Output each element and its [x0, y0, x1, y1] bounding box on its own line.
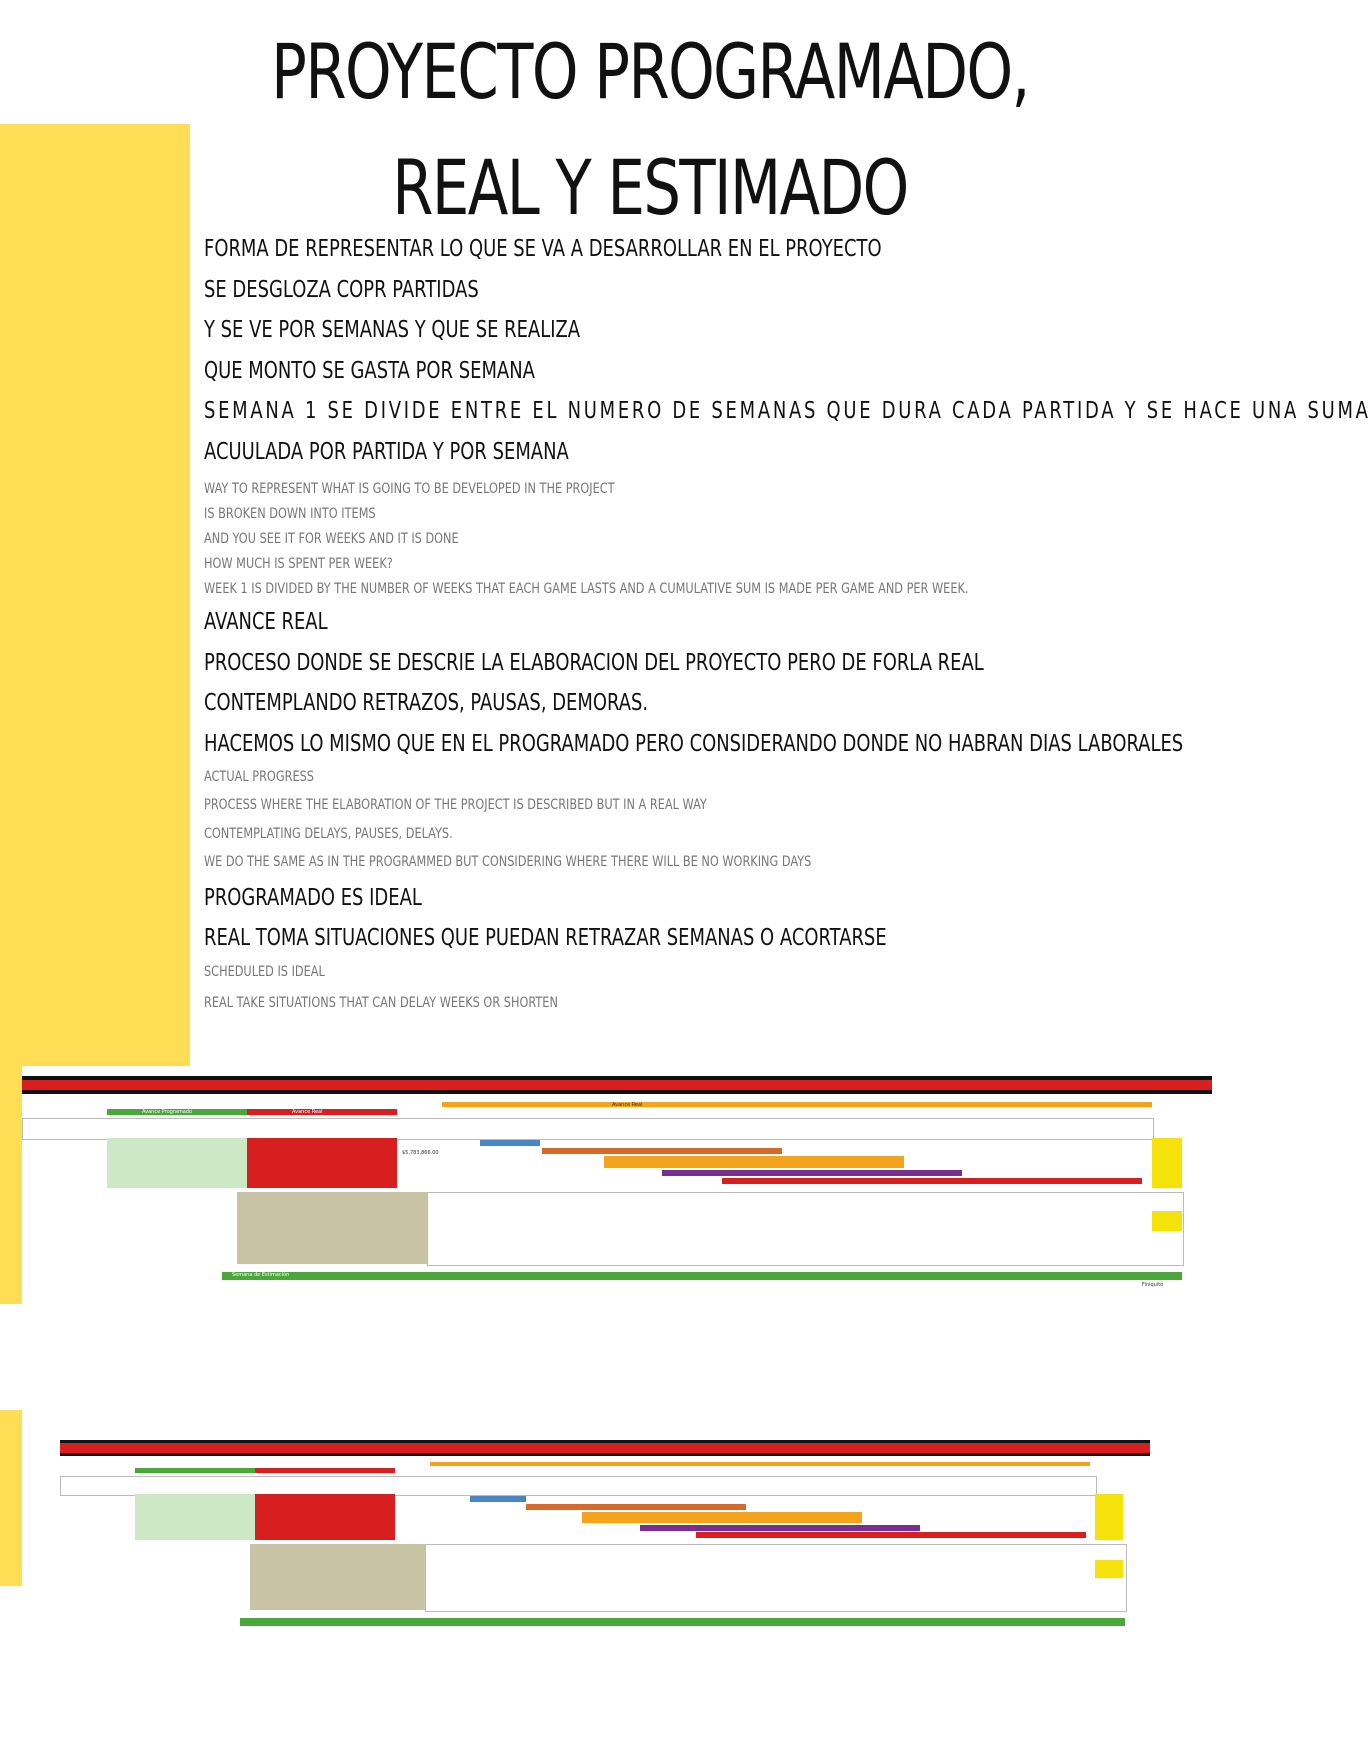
sheet-banner: Avance Real: [612, 1102, 643, 1108]
text-line-en: WAY TO REPRESENT WHAT IS GOING TO BE DEVELOPED IN THE PROJECT: [204, 481, 615, 497]
text-line: SEMANA 1 SE DIVIDE ENTRE EL NUMERO DE SEMANAS QUE DURA CADA PARTIDA Y SE HACE UNA SUMA: [204, 398, 1371, 424]
text-line: PROCESO DONDE SE DESCRIE LA ELABORACION DEL PROYECTO PERO DE FORLA REAL: [204, 650, 984, 676]
text-line-en: AND YOU SEE IT FOR WEEKS AND IT IS DONE: [204, 531, 459, 547]
text-line: REAL TOMA SITUACIONES QUE PUEDAN RETRAZAR SEMANAS O ACORTARSE: [204, 925, 887, 951]
text-line-en: SCHEDULED IS IDEAL: [204, 964, 325, 980]
text-line-en: WE DO THE SAME AS IN THE PROGRAMMED BUT CONSIDERING WHERE THERE WILL BE NO WORKING DAYS: [204, 854, 812, 870]
text-line: Y SE VE POR SEMANAS Y QUE SE REALIZA: [204, 317, 581, 343]
sheet-group-real: Avance Real: [292, 1109, 323, 1115]
text-line-en: ACTUAL PROGRESS: [204, 769, 314, 785]
text-line: AVANCE REAL: [204, 609, 328, 635]
text-line-en: WEEK 1 IS DIVIDED BY THE NUMBER OF WEEKS THAT EACH GAME LASTS AND A CUMULATIVE SUM IS MADE PER GAME AND PER WEEK.: [204, 581, 969, 597]
sheet-total: $5,783,866.00: [402, 1150, 439, 1156]
text-line: CONTEMPLANDO RETRAZOS, PAUSAS, DEMORAS.: [204, 690, 649, 716]
text-line: FORMA DE REPRESENTAR LO QUE SE VA A DESARROLLAR EN EL PROYECTO: [204, 236, 882, 262]
sheet-footer: Semana de Estimación: [232, 1272, 290, 1278]
text-line: ACUULADA POR PARTIDA Y POR SEMANA: [204, 439, 569, 465]
spreadsheet-image-1: [22, 1066, 1212, 1306]
text-line-en: IS BROKEN DOWN INTO ITEMS: [204, 506, 376, 522]
text-line: HACEMOS LO MISMO QUE EN EL PROGRAMADO PERO CONSIDERANDO DONDE NO HABRAN DIAS LABORALES: [204, 731, 1184, 757]
text-line: QUE MONTO SE GASTA POR SEMANA: [204, 358, 535, 384]
text-line: SE DESGLOZA COPR PARTIDAS: [204, 277, 479, 303]
spreadsheet-image-2: [60, 1440, 1150, 1660]
sheet-group-programado: Avance Programado: [142, 1109, 193, 1115]
text-line-en: REAL TAKE SITUATIONS THAT CAN DELAY WEEKS OR SHORTEN: [204, 995, 558, 1011]
page-title: PROYECTO PROGRAMADO, REAL Y ESTIMADO: [271, 27, 1029, 232]
accent-bar-bottom: [0, 1410, 22, 1586]
text-line: PROGRAMADO ES IDEAL: [204, 885, 422, 911]
sheet-finiquito: Finiquito: [1142, 1282, 1164, 1288]
text-line-en: HOW MUCH IS SPENT PER WEEK?: [204, 556, 393, 572]
text-line-en: PROCESS WHERE THE ELABORATION OF THE PROJECT IS DESCRIBED BUT IN A REAL WAY: [204, 797, 707, 813]
text-line-en: CONTEMPLATING DELAYS, PAUSES, DELAYS.: [204, 826, 453, 842]
